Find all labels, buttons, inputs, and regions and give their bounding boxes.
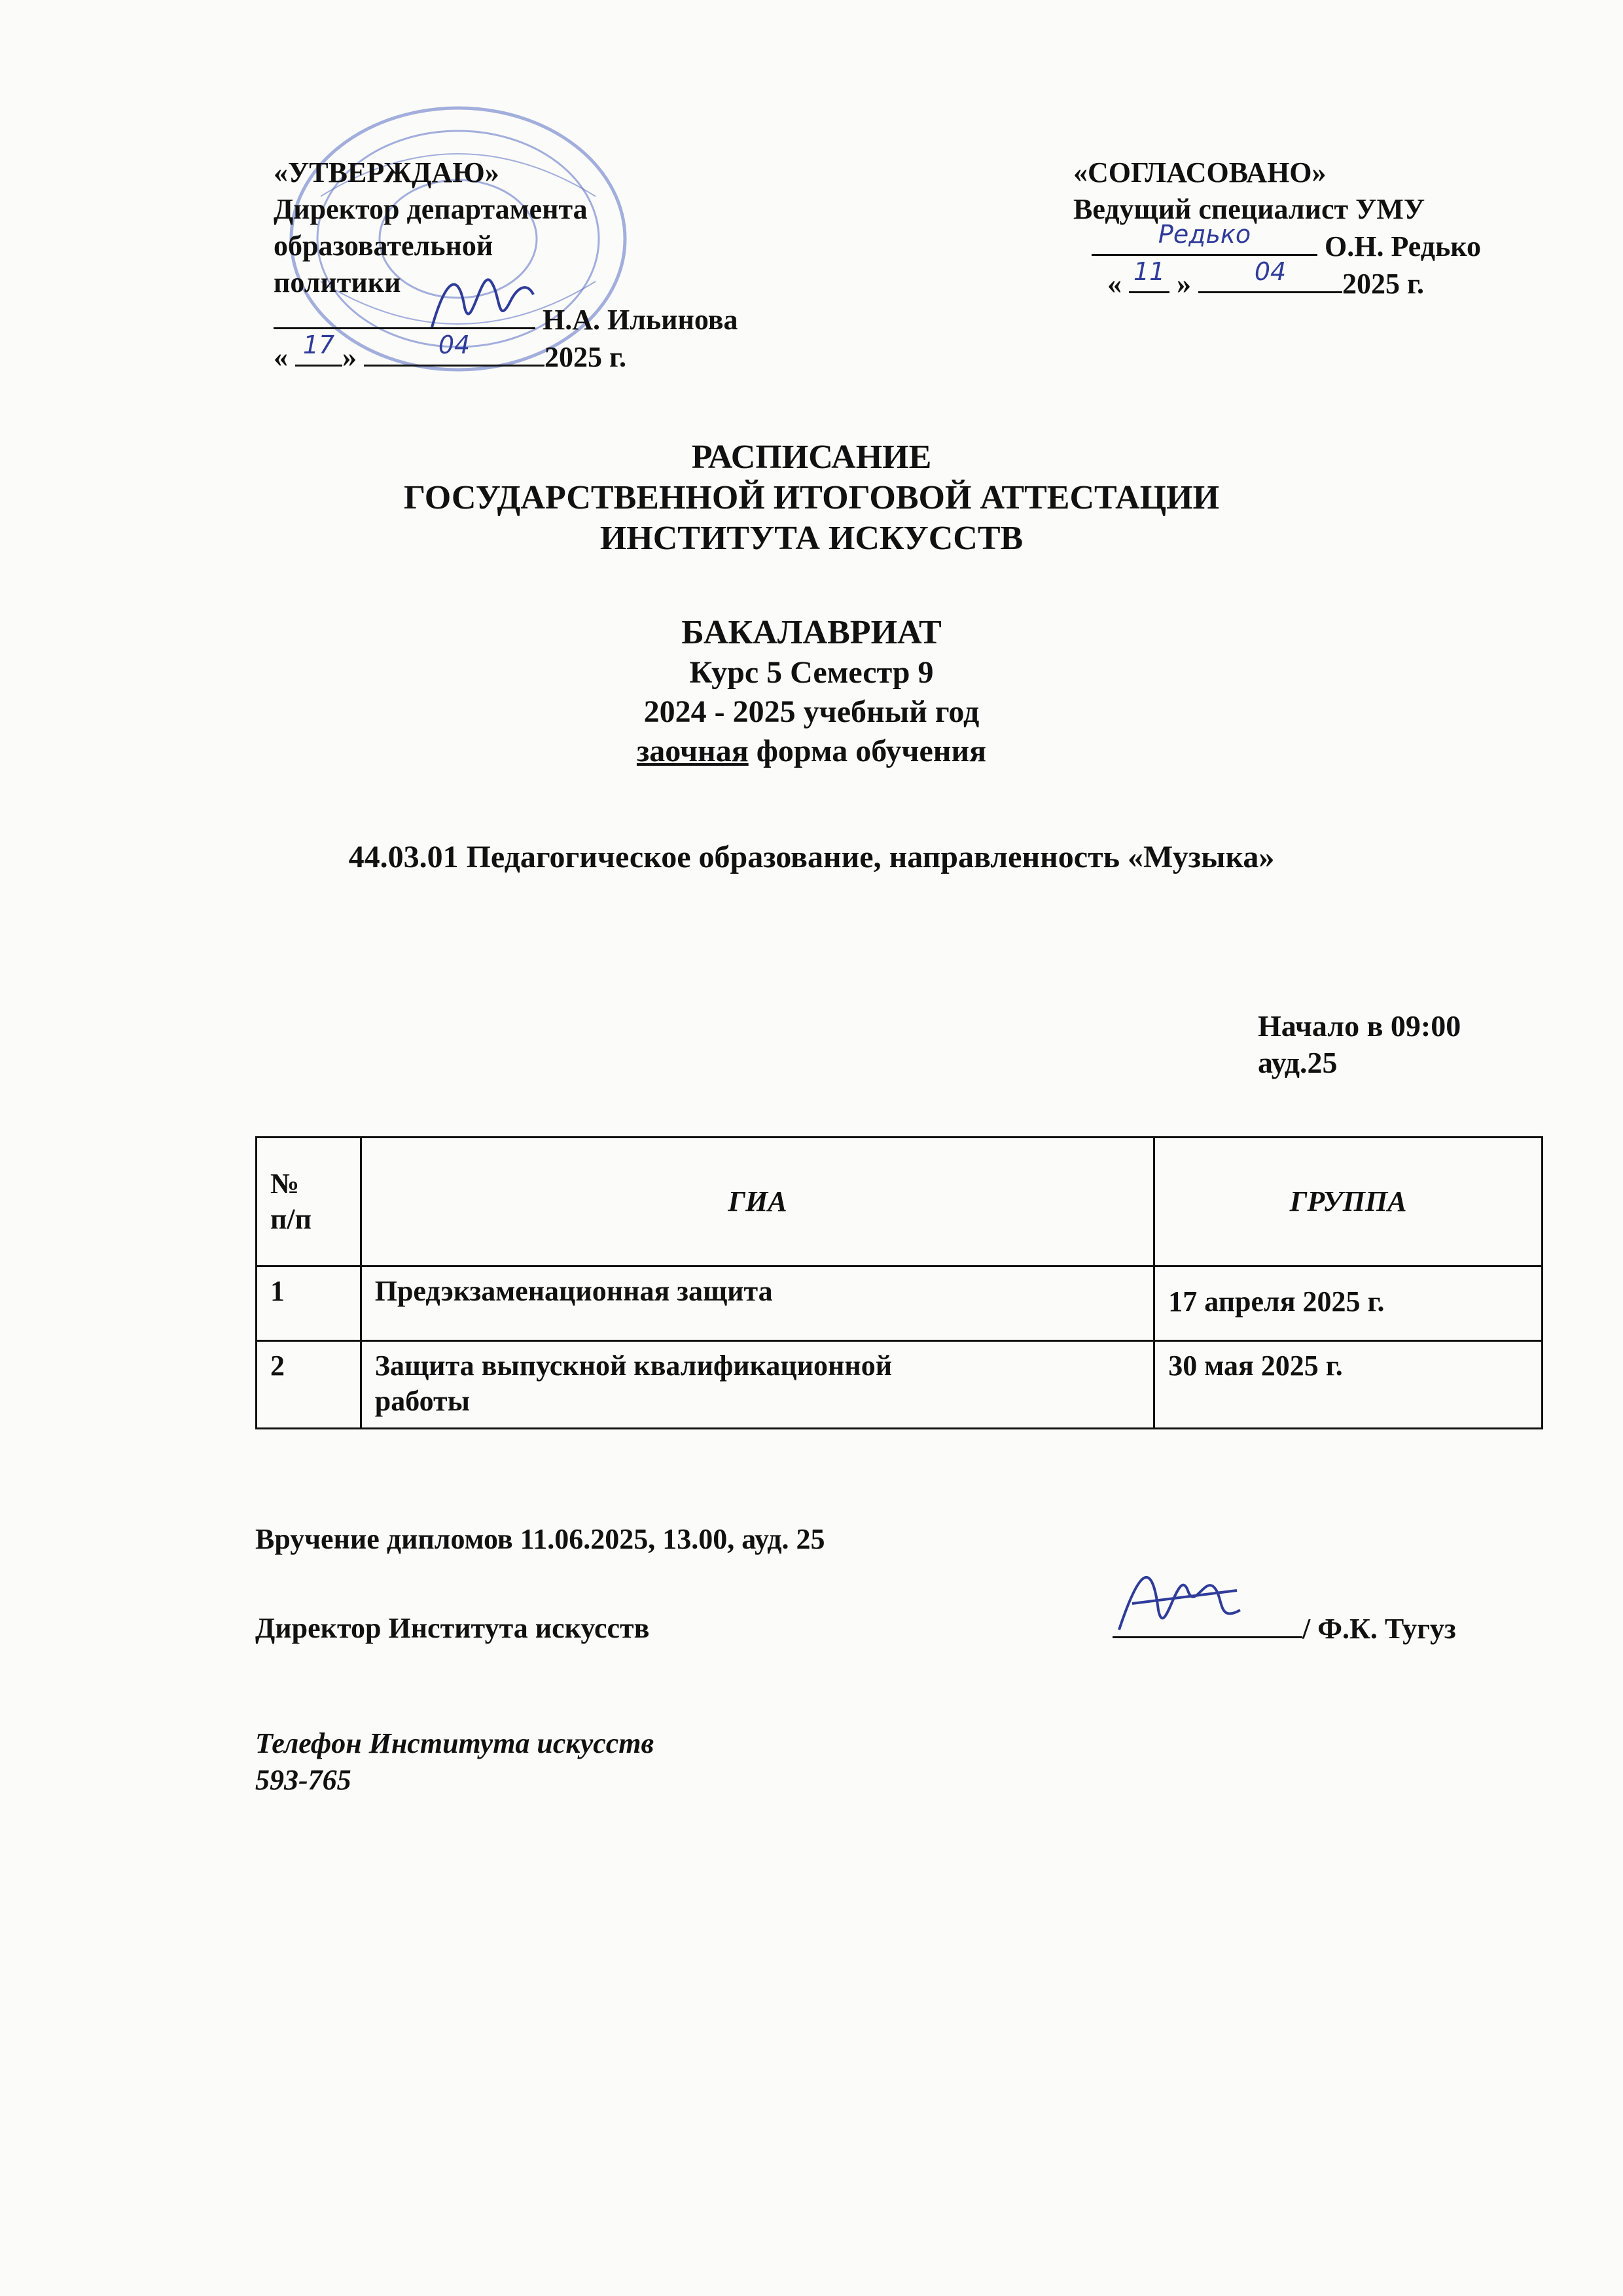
row-gia: Защита выпускной квалификационной работы (361, 1341, 1154, 1429)
row-date: 30 мая 2025 г. (1154, 1341, 1543, 1429)
director-position: Директор Института искусств (255, 1612, 650, 1644)
schedule-table (255, 1136, 1543, 1429)
agree-date-line (1073, 257, 1481, 302)
document-title (0, 437, 1623, 559)
header-num-line1: № (270, 1168, 300, 1200)
program-name: 44.03.01 Педагогическое образование, направленность «Музыка» (348, 840, 1275, 874)
approve-date-day-blank (295, 331, 342, 367)
agree-date-day-blank (1129, 257, 1169, 293)
approve-signature-blank (274, 301, 535, 329)
header-num-line2: п/п (270, 1203, 312, 1235)
agree-signature: Редько (1158, 220, 1251, 249)
diploma-ceremony: Вручение дипломов 11.06.2025, 13.00, ауд. 25 (255, 1523, 825, 1555)
agree-date-open: « (1107, 268, 1122, 300)
study-form-rest: форма обучения (748, 734, 987, 768)
approve-date-mid: » (342, 341, 357, 373)
phone-block (255, 1725, 654, 1799)
approve-date-day: 17 (302, 331, 335, 359)
agree-date-month-blank (1198, 257, 1342, 293)
study-form-underlined: заочная (636, 734, 749, 768)
agree-date-year: 2025 г. (1342, 268, 1425, 300)
approve-position-1: Директор департамента (274, 193, 588, 225)
phone-label: Телефон Института искусств (255, 1727, 654, 1759)
table-header-row (257, 1138, 1543, 1266)
phone-number: 593-765 (255, 1764, 351, 1796)
title-line-3: ИНСТИТУТА ИСКУССТВ (599, 520, 1024, 557)
approve-date-open: « (274, 341, 288, 373)
table-row (257, 1266, 1543, 1341)
start-room: ауд.25 (1258, 1046, 1338, 1079)
start-info (1258, 1008, 1461, 1081)
row-date: 17 апреля 2025 г. (1154, 1266, 1543, 1341)
start-time: Начало в 09:00 (1258, 1009, 1461, 1043)
approve-block (274, 154, 738, 376)
header-gia: ГИА (361, 1138, 1154, 1266)
approve-date-month-blank (364, 331, 544, 367)
approve-date-month: 04 (438, 331, 471, 359)
study-form (0, 732, 1623, 771)
agree-position: Ведущий специалист УМУ (1073, 193, 1425, 225)
header-num (257, 1138, 361, 1266)
approve-position-3: политики (274, 266, 401, 298)
title-line-1: РАСПИСАНИЕ (691, 439, 932, 476)
approve-name: Н.А. Ильинова (543, 304, 738, 336)
director-name: / Ф.К. Тугуз (1302, 1613, 1456, 1645)
row-gia: Предэкзаменационная защита (361, 1266, 1154, 1341)
document-subtitle (0, 613, 1623, 771)
header-group: ГРУППА (1154, 1138, 1543, 1266)
director-signature-line (1113, 1610, 1456, 1647)
agree-date-month: 04 (1254, 257, 1287, 286)
title-line-2: ГОСУДАРСТВЕННОЙ ИТОГОВОЙ АТТЕСТАЦИИ (403, 479, 1220, 516)
agree-name: О.Н. Редько (1325, 230, 1481, 262)
agree-heading: «СОГЛАСОВАНО» (1073, 156, 1327, 188)
approve-date-year: 2025 г. (544, 341, 627, 373)
director-signature-blank (1113, 1610, 1302, 1638)
course-semester: Курс 5 Семестр 9 (689, 655, 934, 690)
study-level: БАКАЛАВРИАТ (681, 614, 942, 651)
agree-block (1073, 154, 1481, 302)
approve-heading: «УТВЕРЖДАЮ» (274, 156, 499, 188)
academic-year: 2024 - 2025 учебный год (643, 694, 980, 729)
agree-date-day: 11 (1133, 257, 1166, 286)
row-num: 1 (257, 1266, 361, 1341)
agree-date-mid: » (1177, 268, 1191, 300)
approve-position-2: образовательной (274, 230, 493, 262)
agree-signature-blank (1092, 220, 1317, 256)
row-num: 2 (257, 1341, 361, 1429)
table-row (257, 1341, 1543, 1429)
approve-date-line (274, 331, 738, 376)
